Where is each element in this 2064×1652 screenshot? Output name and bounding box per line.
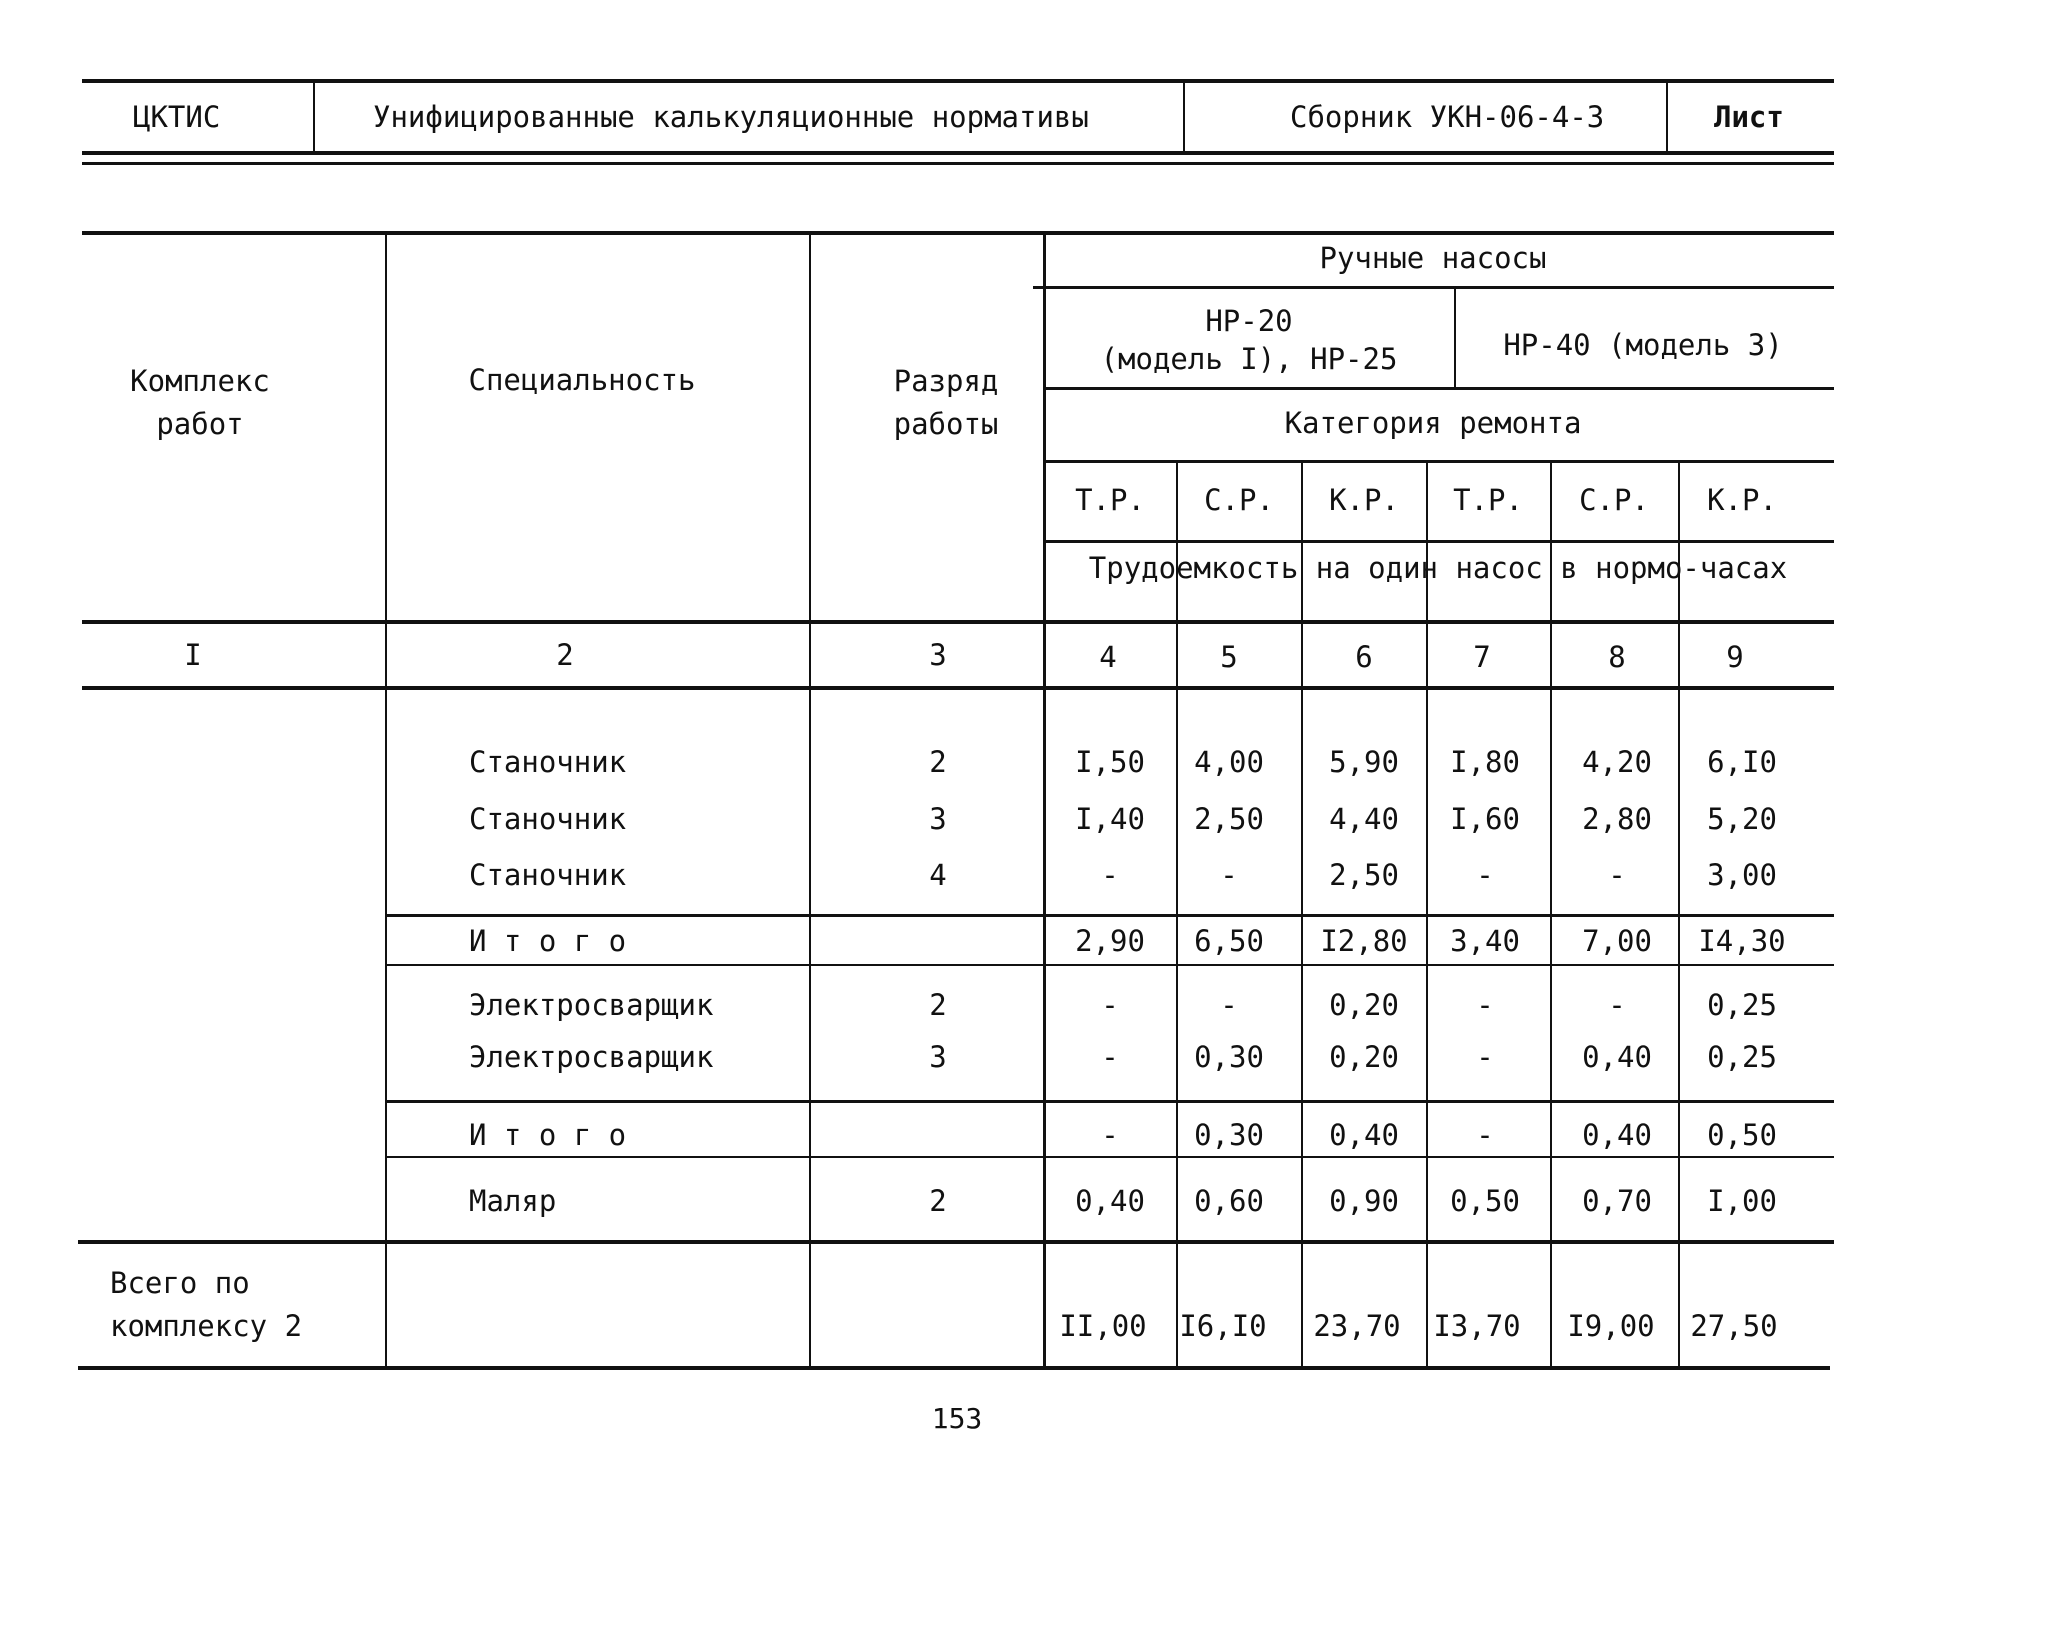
row-value: I,40 — [1075, 802, 1145, 836]
header-title: Унифицированные калькуляционные нормативы — [373, 100, 1089, 134]
row-grade: 4 — [929, 858, 947, 892]
row-value: 0,40 — [1582, 1040, 1652, 1074]
row-value: 2,90 — [1075, 924, 1145, 958]
row-value: 2,50 — [1194, 802, 1264, 836]
head-cat-1: Т.Р. — [1075, 483, 1145, 517]
head-grade: Разряд работы — [893, 364, 999, 441]
total-value: II,00 — [1059, 1309, 1147, 1343]
row-value: 2,80 — [1582, 802, 1652, 836]
head-cat-3: К.Р. — [1329, 483, 1399, 517]
row-value: 0,70 — [1582, 1184, 1652, 1218]
row-grade: 2 — [929, 988, 947, 1022]
row-value: 5,20 — [1707, 802, 1777, 836]
row-value: 0,50 — [1450, 1184, 1520, 1218]
row-value: 0,30 — [1194, 1118, 1264, 1152]
col-number: I — [184, 638, 202, 672]
head-cat-5: С.Р. — [1579, 483, 1649, 517]
row-value: - — [1476, 988, 1494, 1022]
head-cat-4: Т.Р. — [1453, 483, 1523, 517]
row-specialty: Станочник — [469, 802, 627, 836]
row-value: 0,50 — [1707, 1118, 1777, 1152]
col-number: 7 — [1473, 640, 1491, 674]
row-value: - — [1220, 988, 1238, 1022]
row-specialty: Электросварщик — [469, 988, 714, 1022]
row-value: 0,20 — [1329, 988, 1399, 1022]
row-grade: 2 — [929, 745, 947, 779]
head-labor: Трудоемкость на один насос в нормо-часах — [1088, 551, 1788, 585]
row-value: - — [1476, 1040, 1494, 1074]
col-number: 3 — [929, 638, 947, 672]
row-value: 3,40 — [1450, 924, 1520, 958]
row-value: 0,40 — [1329, 1118, 1399, 1152]
row-specialty: Электросварщик — [469, 1040, 714, 1074]
col-number: 2 — [556, 638, 574, 672]
row-value: I4,30 — [1698, 924, 1786, 958]
row-value: 0,25 — [1707, 1040, 1777, 1074]
row-value: 7,00 — [1582, 924, 1652, 958]
head-group: Ручные насосы — [1319, 241, 1547, 275]
total-value: I9,00 — [1567, 1309, 1655, 1343]
col-number: 4 — [1099, 640, 1117, 674]
row-value: 0,40 — [1075, 1184, 1145, 1218]
head-category: Категория ремонта — [1284, 406, 1582, 440]
row-value: 0,60 — [1194, 1184, 1264, 1218]
row-value: I,00 — [1707, 1184, 1777, 1218]
total-value: I6,I0 — [1179, 1309, 1267, 1343]
row-specialty: И т о г о — [469, 924, 627, 958]
head-cat-6: К.Р. — [1707, 483, 1777, 517]
col-number: 6 — [1355, 640, 1373, 674]
col-number: 9 — [1726, 640, 1744, 674]
row-value: - — [1476, 1118, 1494, 1152]
total-value: I3,70 — [1433, 1309, 1521, 1343]
row-value: - — [1101, 1040, 1119, 1074]
row-specialty: И т о г о — [469, 1118, 627, 1152]
row-specialty: Маляр — [469, 1184, 557, 1218]
row-value: - — [1220, 858, 1238, 892]
header-collection: Сборник УКН-06-4-3 — [1290, 100, 1605, 134]
row-grade: 3 — [929, 1040, 947, 1074]
total-value: 23,70 — [1313, 1309, 1401, 1343]
head-model-b: НР-40 (модель 3) — [1503, 328, 1783, 362]
row-specialty: Станочник — [469, 745, 627, 779]
row-value: - — [1101, 1118, 1119, 1152]
row-value: 6,I0 — [1707, 745, 1777, 779]
row-value: 0,25 — [1707, 988, 1777, 1022]
row-value: 0,20 — [1329, 1040, 1399, 1074]
head-cat-2: С.Р. — [1204, 483, 1274, 517]
row-value: 3,00 — [1707, 858, 1777, 892]
row-value: I,60 — [1450, 802, 1520, 836]
row-value: - — [1476, 858, 1494, 892]
head-specialty: Специальность — [468, 363, 696, 397]
page-number: 153 — [931, 1402, 983, 1435]
row-value: - — [1101, 988, 1119, 1022]
row-value: 0,30 — [1194, 1040, 1264, 1074]
row-value: 4,40 — [1329, 802, 1399, 836]
row-value: - — [1608, 988, 1626, 1022]
row-value: 4,20 — [1582, 745, 1652, 779]
row-value: 0,90 — [1329, 1184, 1399, 1218]
row-specialty: Станочник — [469, 858, 627, 892]
row-value: 6,50 — [1194, 924, 1264, 958]
col-number: 8 — [1608, 640, 1626, 674]
header-sheet: Лист — [1714, 100, 1784, 134]
row-value: I,50 — [1075, 745, 1145, 779]
head-model-a: НР-20 (модель I), НР-25 — [1100, 304, 1398, 376]
row-value: - — [1101, 858, 1119, 892]
col-number: 5 — [1220, 640, 1238, 674]
row-value: I2,80 — [1320, 924, 1408, 958]
row-value: 5,90 — [1329, 745, 1399, 779]
total-value: 27,50 — [1690, 1309, 1778, 1343]
header-org: ЦКТИС — [133, 100, 221, 134]
row-grade: 2 — [929, 1184, 947, 1218]
row-value: - — [1608, 858, 1626, 892]
head-complex: Комплекс работ — [130, 364, 270, 441]
total-label: Всего по комплексу 2 — [110, 1266, 303, 1343]
row-value: 2,50 — [1329, 858, 1399, 892]
row-value: 0,40 — [1582, 1118, 1652, 1152]
row-grade: 3 — [929, 802, 947, 836]
row-value: 4,00 — [1194, 745, 1264, 779]
row-value: I,80 — [1450, 745, 1520, 779]
